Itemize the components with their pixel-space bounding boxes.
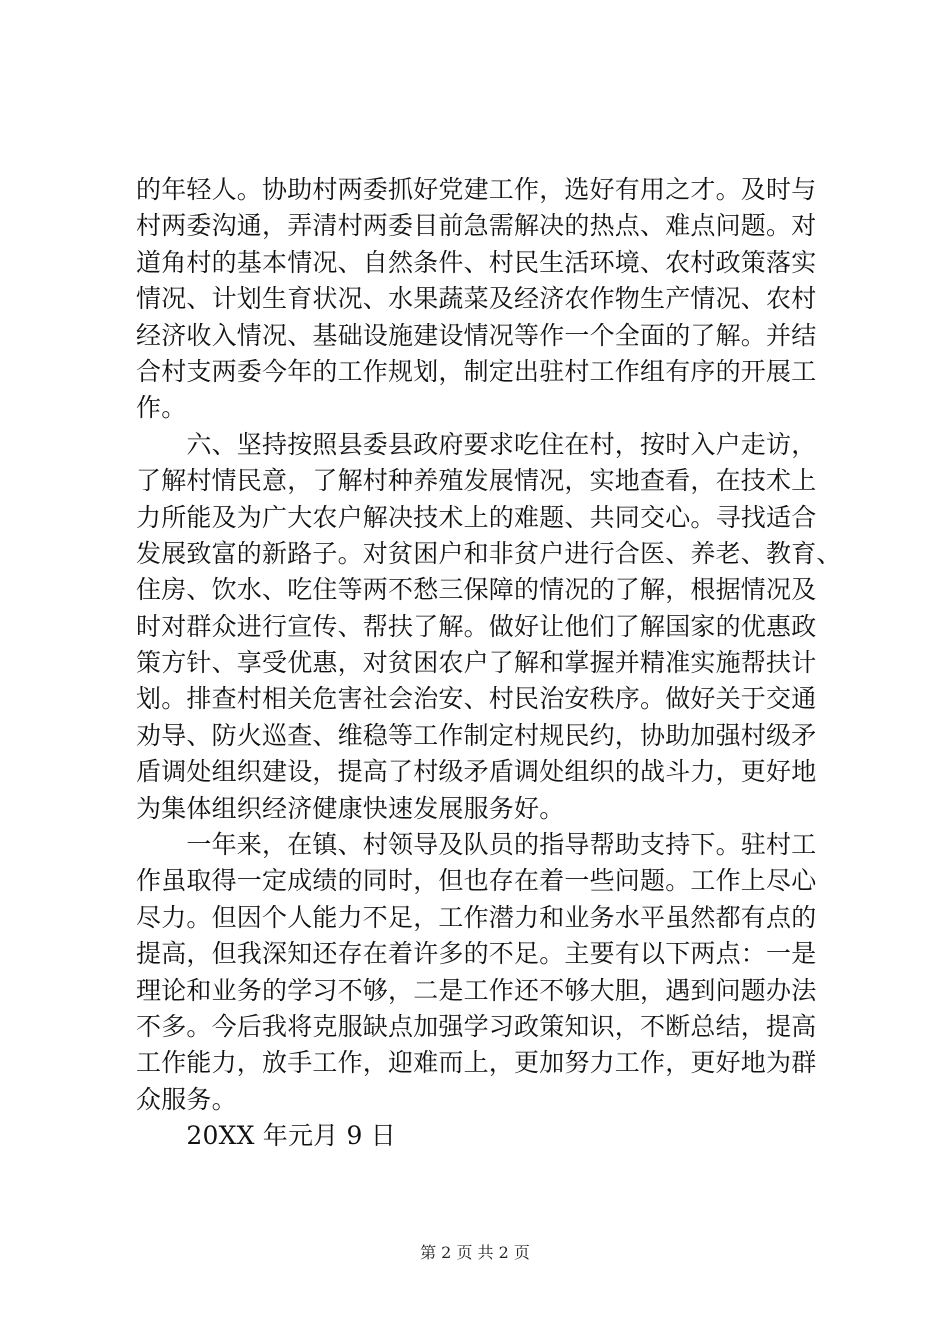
text-line: 策方针、享受优惠，对贫困农户了解和掌握并精准实施帮扶计 bbox=[136, 648, 817, 678]
text-line: 的年轻人。协助村两委抓好党建工作，选好有用之才。及时与 bbox=[136, 175, 817, 204]
text-line: 盾调处组织建设，提高了村级矛盾调处组织的战斗力，更好地 bbox=[136, 757, 817, 787]
text-line: 划。排查村相关危害社会治安、村民治安秩序。做好关于交通 bbox=[136, 684, 817, 714]
text-line: 工作能力，放手工作，迎难而上，更加努力工作，更好地为群 bbox=[136, 1048, 817, 1078]
text-line: 时对群众进行宣传、帮扶了解。做好让他们了解国家的优惠政 bbox=[136, 611, 817, 641]
text-line: 作虽取得一定成绩的同时，但也存在着一些问题。工作上尽心 bbox=[136, 866, 817, 896]
page-number-footer: 第 2 页 共 2 页 bbox=[420, 1243, 530, 1262]
text-line: 合村支两委今年的工作规划，制定出驻村工作组有序的开展工 bbox=[136, 356, 817, 386]
text-line: 劝导、防火巡查、维稳等工作制定村规民约，协助加强村级矛 bbox=[136, 720, 817, 750]
text-line: 情况、计划生育状况、水果蔬菜及经济农作物生产情况、农村 bbox=[136, 284, 817, 314]
text-line: 为集体组织经济健康快速发展服务好。 bbox=[136, 793, 565, 823]
text-line: 作。 bbox=[136, 393, 187, 423]
text-line: 道角村的基本情况、自然条件、村民生活环境、农村政策落实 bbox=[136, 247, 817, 277]
text-line: 发展致富的新路子。对贫困户和非贫户进行合医、养老、教育、 bbox=[136, 538, 842, 568]
text-line: 了解村情民意，了解村种养殖发展情况，实地查看，在技术上 bbox=[136, 466, 817, 496]
paragraph-start-line: 一年来，在镇、村领导及队员的指导帮助支持下。驻村工 bbox=[136, 830, 817, 860]
text-line: 住房、饮水、吃住等两不愁三保障的情况的了解，根据情况及 bbox=[136, 575, 817, 605]
text-line: 力所能及为广大农户解决技术上的难题、共同交心。寻找适合 bbox=[136, 502, 817, 532]
text-line: 尽力。但因个人能力不足，工作潜力和业务水平虽然都有点的 bbox=[136, 902, 817, 932]
text-line: 村两委沟通，弄清村两委目前急需解决的热点、难点问题。对 bbox=[136, 211, 817, 241]
text-line: 理论和业务的学习不够，二是工作还不够大胆，遇到问题办法 bbox=[136, 975, 817, 1005]
text-line: 众服务。 bbox=[136, 1084, 237, 1114]
text-line: 不多。今后我将克服缺点加强学习政策知识，不断总结，提高 bbox=[136, 1011, 817, 1041]
date-line: 20XX 年元月 9 日 bbox=[136, 1121, 396, 1151]
paragraph-start-line: 六、坚持按照县委县政府要求吃住在村，按时入户走访， bbox=[136, 429, 817, 459]
text-line: 经济收入情况、基础设施建设情况等作一个全面的了解。并结 bbox=[136, 320, 817, 350]
text-line: 提高，但我深知还存在着许多的不足。主要有以下两点：一是 bbox=[136, 939, 817, 969]
document-body bbox=[136, 172, 842, 1155]
